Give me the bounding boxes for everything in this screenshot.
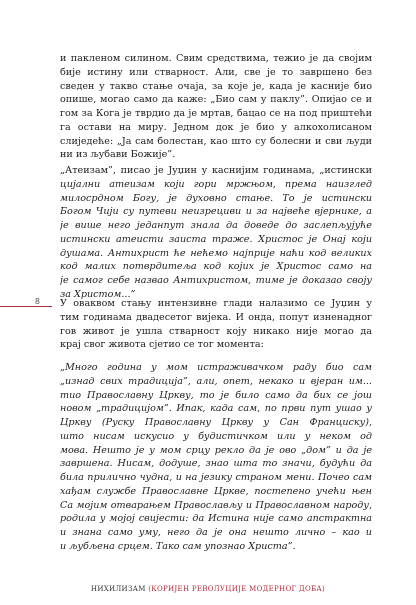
text-line: била прилично чудна, и на језику страном мени. Почео сам (60, 472, 372, 483)
text-line: Са мојим отварањем Православљу и Православном народу, (60, 499, 372, 511)
text-line: га остави на миру. Једном док је био у алкохолисаном (60, 121, 372, 133)
text-line: „изнад свих традиција”, али, опет, некако и вјеран им... (60, 375, 372, 387)
page-number: 8 (34, 297, 40, 306)
text-line: што нисам искусио у будистичком или у неком од (60, 430, 372, 442)
text-line: мова. Нешто је у мом срцу рекло да је ово „дом” и да је (60, 444, 372, 456)
text-line: завршена. Нисам, додуше, знао шта то значи, будући да (60, 458, 372, 470)
footer-subtitle: (КОРИЈЕН РЕВОЛУЦИЈЕ МОДЕРНОГ ДОБА) (148, 585, 326, 593)
text-line: гом за Кога је тврдио да је мртав, бацао се на под приштећи (60, 108, 372, 119)
text-line: истински атеисти заиста траже. Христос је Онај који (60, 233, 372, 245)
text-line: и знана само уму, него да је она нешто лично – као и (60, 527, 372, 538)
text-line: крај свог живота сјетио се тог момента: (60, 339, 264, 351)
text-line: за Христом...” (60, 288, 136, 300)
text-line: је самог себе назвао Антихристом, тиме је доказао своју (60, 275, 372, 286)
paragraph-3 (60, 297, 372, 352)
text-line: гов живот је ушла стварност коју никако није могао да (60, 325, 372, 337)
text-line: У оваквом стању интензивне глади налазимо се Јуџин у (60, 298, 372, 309)
text-line: опише, могао само да каже: „Био сам у паклу”. Опијао се и (60, 94, 372, 106)
paragraph-4-quote (60, 361, 372, 554)
text-line: код малих потврдитеља код којих је Христос само на (60, 261, 372, 273)
footer-title: НИХИЛИЗАМ (90, 585, 146, 593)
text-line: Цркву (Руску Православну Цркву у Сан Франциску), (60, 417, 372, 428)
margin-rule (0, 306, 52, 307)
text-line: душама. Антихрист ће нећемо најприје наћи код великих (60, 247, 372, 259)
text-line: и љубљена срцем. Тако сам упознао Христа”. (60, 540, 296, 552)
text-line: и пакленом силином. Свим средствима, тежио је да својим (60, 53, 372, 64)
text-line: родила у мојој свијести: да Истина није само апстрактна (60, 513, 372, 525)
paragraph-2-quote (60, 164, 372, 302)
text-line: слиједеће: „Ја сам болестан, као што су болесни и сви људи (60, 135, 372, 147)
text-line: новом „традицијом”. Ипак, када сам, по први пут ушао у (60, 403, 372, 415)
text-line: је више него једанпут знала да доведе до заслепљујуће (60, 220, 372, 231)
text-line: тим годинама двадесетог вијека. И онда, попут изненадног (60, 311, 372, 323)
paragraph-1 (60, 52, 372, 162)
text-line: сведен у такво стање очаја, за које је, када је касније био (60, 80, 372, 92)
text-line: бије истину или стварност. Али, све је то завршено без (60, 66, 372, 78)
text-line: ни из љубави Божије”. (60, 149, 176, 161)
text-line: „Много година у мом истраживачком раду био сам (60, 362, 372, 373)
text-line: цијални атеизам који гори мржњом, према наизглед (60, 178, 372, 190)
text-line: тио Православну Цркву, то је било само да бих се још (60, 389, 372, 401)
text-line: „Атеизам”, писао је Јуџин у каснијим годинама, „истински (60, 165, 372, 176)
running-footer (0, 585, 416, 593)
text-line: хађам службе Православне Цркве, постепено учећи њен (60, 485, 372, 497)
text-line: Богом Чији су путеви неизрециви и за највеће вјернике, а (60, 206, 372, 218)
text-line: милосрдном Богу, је духовно стање. То је истински (60, 192, 372, 204)
